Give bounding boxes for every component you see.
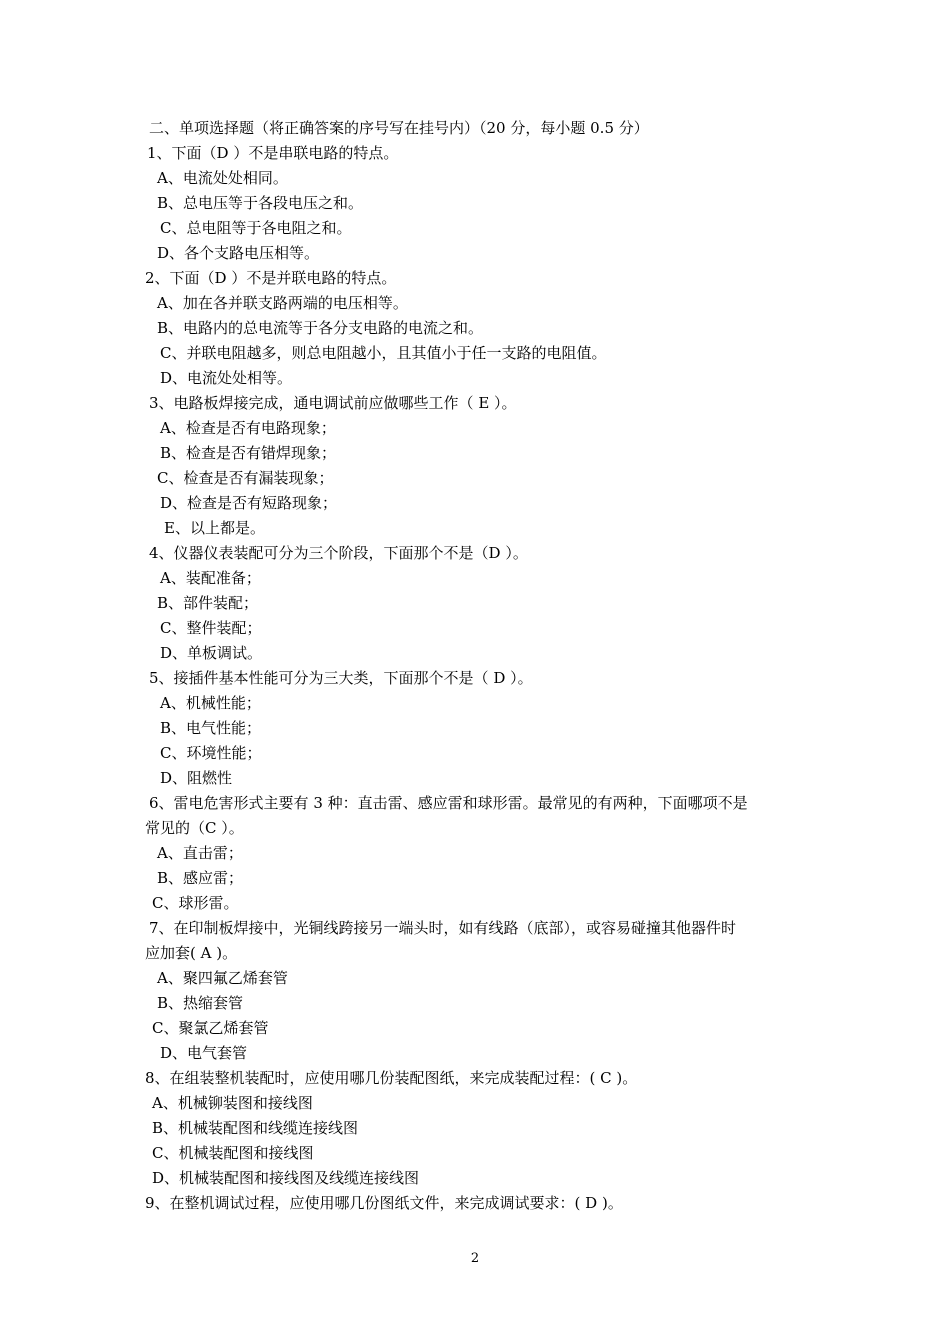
text-line: A、直击雷；: [157, 844, 243, 862]
text-line: 2、下面（D ）不是并联电路的特点。: [145, 269, 397, 287]
text-line: B、总电压等于各段电压之和。: [157, 194, 364, 212]
text-line: C、机械装配图和接线图: [152, 1144, 314, 1162]
text-line: D、各个支路电压相等。: [157, 244, 320, 262]
text-line: D、检查是否有短路现象；: [160, 494, 338, 512]
text-line: A、电流处处相同。: [157, 169, 288, 187]
text-line: C、聚氯乙烯套管: [152, 1019, 269, 1037]
text-line: D、单板调试。: [160, 644, 263, 662]
text-line: B、部件装配；: [157, 594, 259, 612]
text-line: 3、电路板焊接完成，通电调试前应做哪些工作（ E ）。: [149, 394, 517, 412]
text-line: D、电气套管: [160, 1044, 248, 1062]
page-number: 2: [470, 1251, 480, 1266]
text-line: B、机械装配图和线缆连接线图: [152, 1119, 359, 1137]
text-line: 1、下面（D ）不是串联电路的特点。: [147, 144, 399, 162]
text-line: C、整件装配；: [160, 619, 262, 637]
text-line: A、检查是否有电路现象；: [160, 419, 336, 437]
text-line: B、电路内的总电流等于各分支电路的电流之和。: [157, 319, 484, 337]
text-line: 4、仪器仪表装配可分为三个阶段，下面那个不是（D ）。: [149, 544, 528, 562]
text-line: E、以上都是。: [164, 519, 265, 537]
text-line: 常见的（C ）。: [145, 819, 244, 837]
text-line: C、环境性能；: [160, 744, 262, 762]
text-line: B、检查是否有错焊现象；: [160, 444, 337, 462]
text-line: A、机械铆装图和接线图: [152, 1094, 313, 1112]
text-line: A、机械性能；: [160, 694, 261, 712]
text-line: C、并联电阻越多，则总电阻越小，且其值小于任一支路的电阻值。: [160, 344, 607, 362]
text-line: 8、在组装整机装配时，应使用哪几份装配图纸，来完成装配过程：( C )。: [145, 1069, 638, 1087]
text-line: C、球形雷。: [152, 894, 239, 912]
text-line: 应加套( A )。: [145, 944, 238, 962]
text-line: B、感应雷；: [157, 869, 244, 887]
section-heading: 二、单项选择题（将正确答案的序号写在挂号内）（20 分，每小题 0.5 分）: [149, 119, 649, 137]
text-line: C、检查是否有漏装现象；: [157, 469, 334, 487]
text-line: B、热缩套管: [157, 994, 244, 1012]
text-line: 6、雷电危害形式主要有 3 种：直击雷、感应雷和球形雷。最常见的有两种，下面哪项不是: [149, 794, 748, 812]
text-line: 7、在印制板焊接中，光铜线跨接另一端头时，如有线路（底部），或容易碰撞其他器件时: [149, 919, 737, 937]
text-line: D、电流处处相等。: [160, 369, 293, 387]
text-line: 9、在整机调试过程，应使用哪几份图纸文件，来完成调试要求：( D )。: [145, 1194, 623, 1212]
text-line: C、总电阻等于各电阻之和。: [160, 219, 352, 237]
text-line: A、装配准备；: [160, 569, 261, 587]
text-line: 5、接插件基本性能可分为三大类，下面那个不是（ D ）。: [149, 669, 533, 687]
text-line: D、机械装配图和接线图及线缆连接线图: [152, 1169, 420, 1187]
text-line: A、聚四氟乙烯套管: [157, 969, 288, 987]
text-line: B、电气性能；: [160, 719, 262, 737]
text-line: D、阻燃性: [160, 769, 233, 787]
text-line: A、加在各并联支路两端的电压相等。: [157, 294, 408, 312]
